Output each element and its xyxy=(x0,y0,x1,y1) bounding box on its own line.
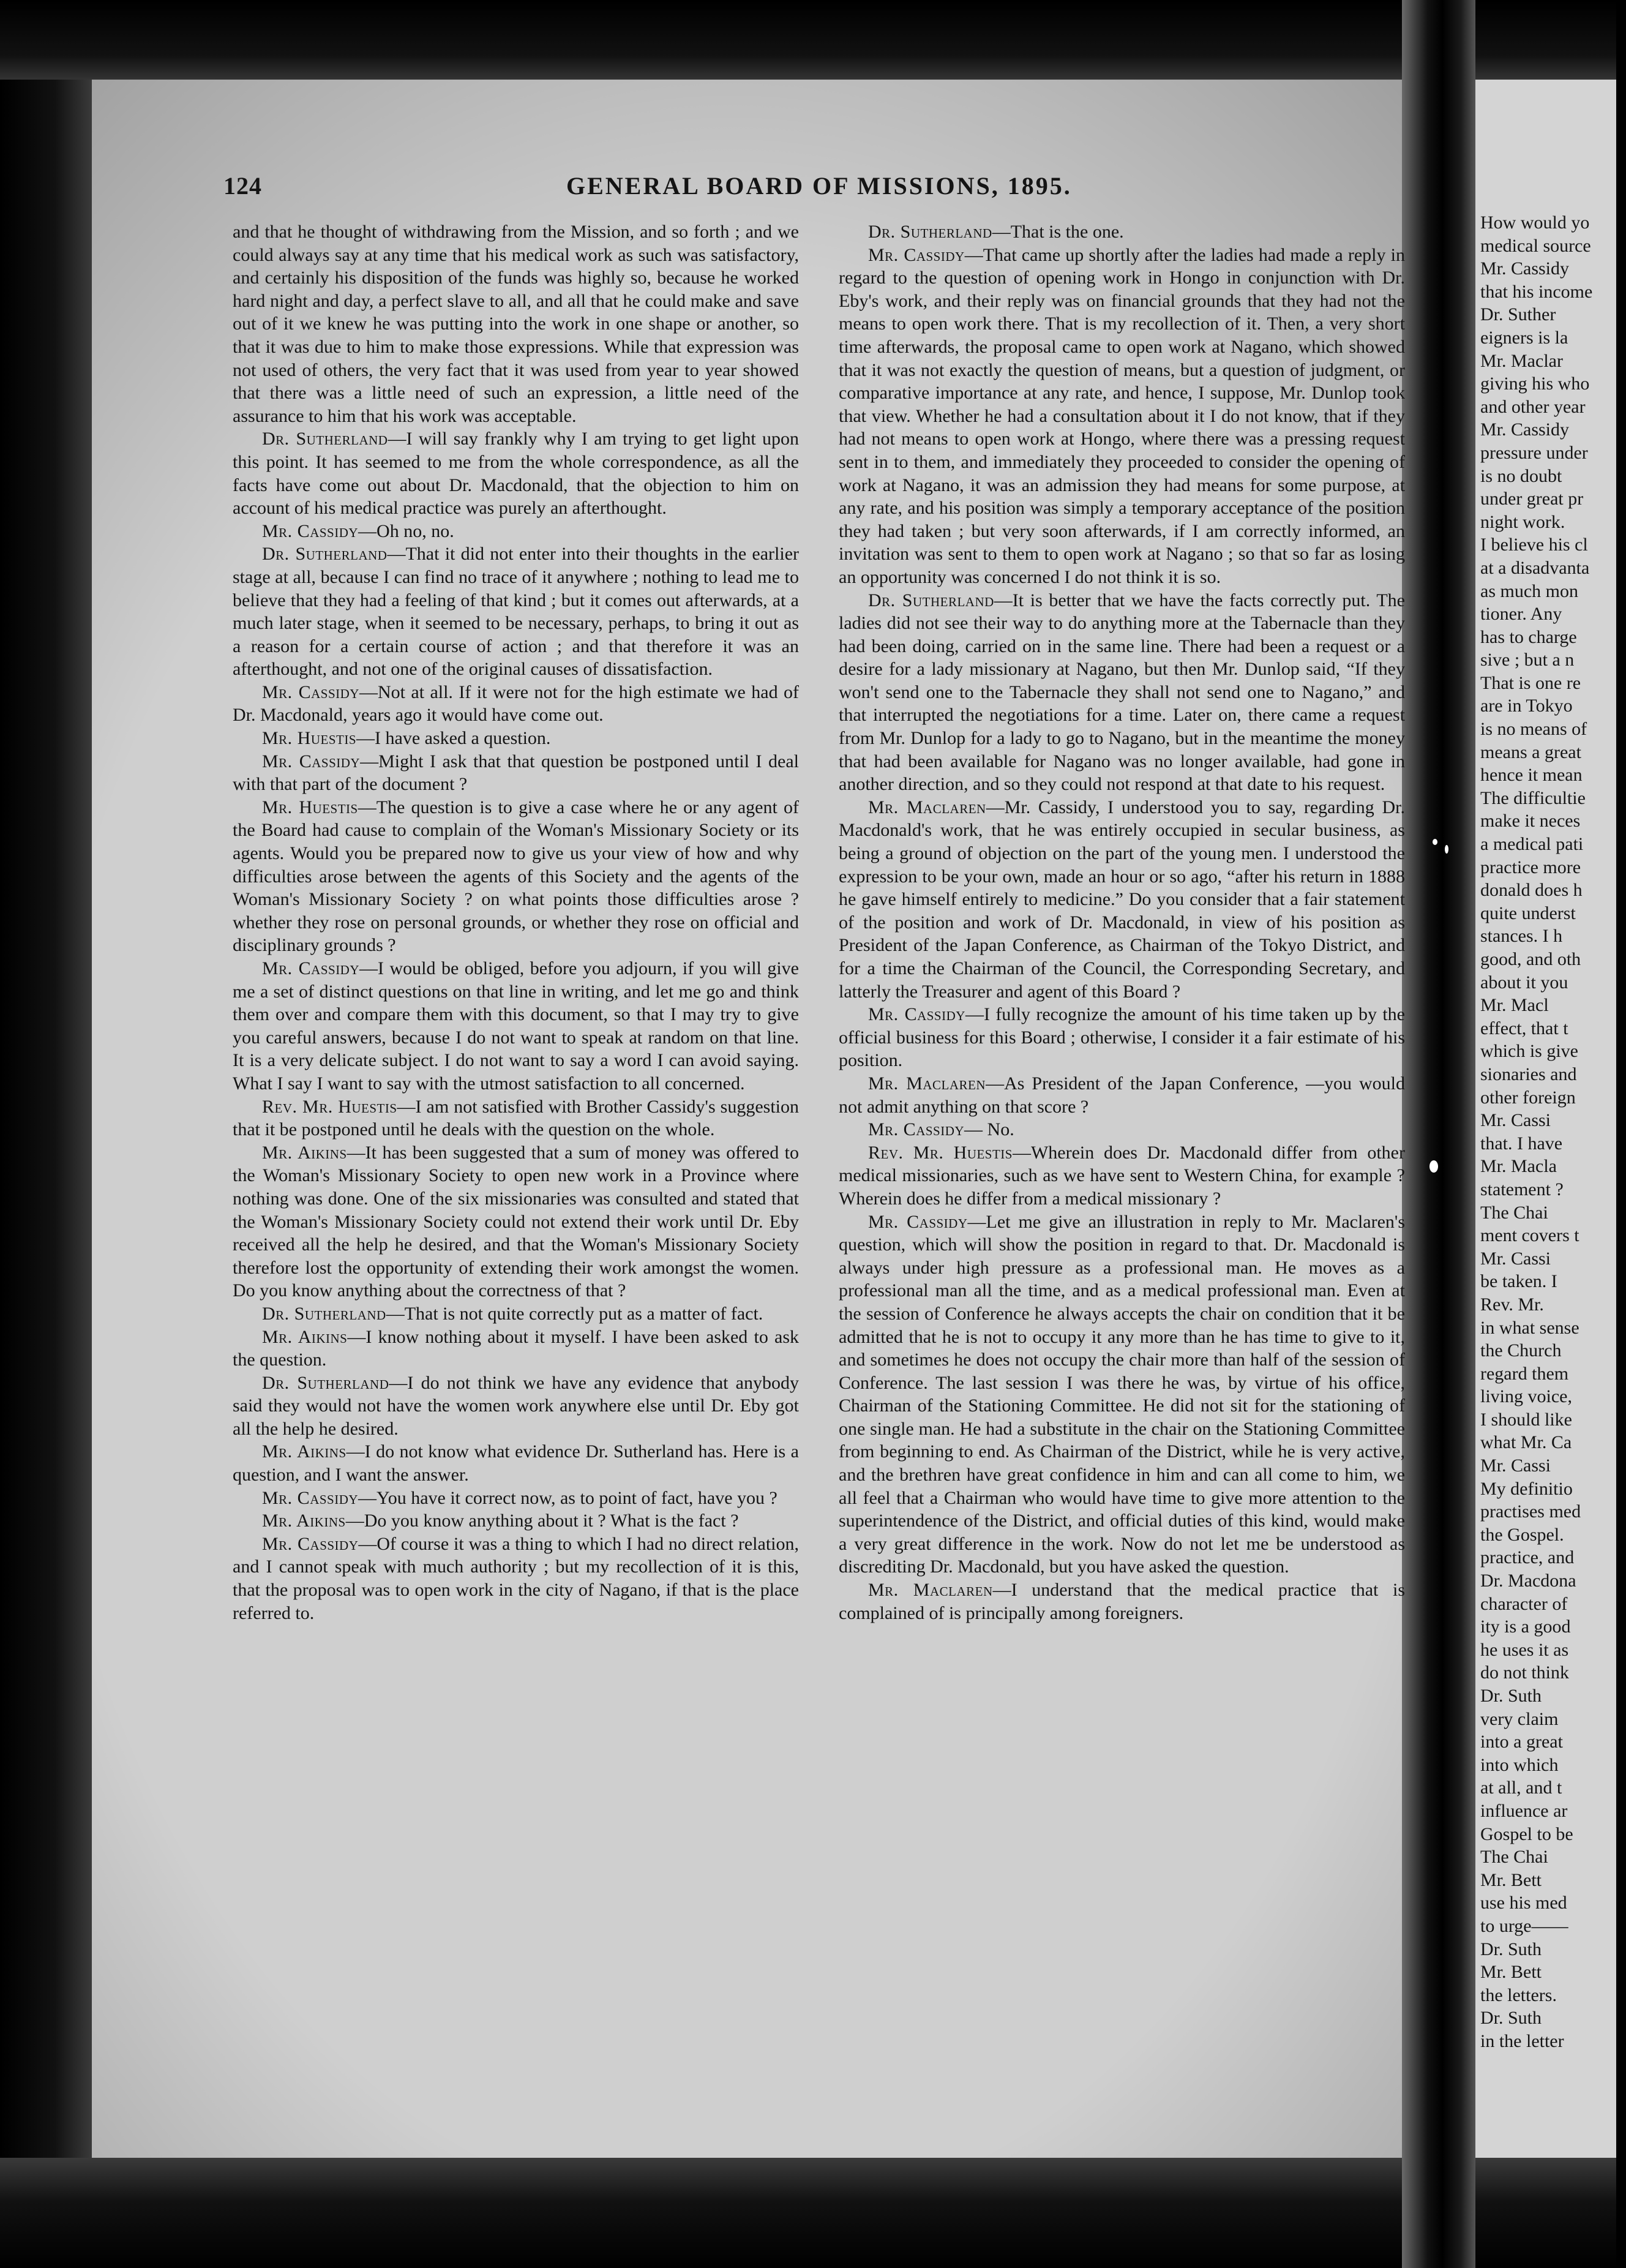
partial-line: at all, and t xyxy=(1480,1778,1562,1798)
partial-line: Gospel to be xyxy=(1480,1823,1573,1844)
speaker-name: Dr. Sutherland xyxy=(868,222,992,242)
paragraph-text: —That is the one. xyxy=(992,222,1124,242)
speaker-name: Mr. Cassidy xyxy=(868,244,965,265)
partial-line: That is one re xyxy=(1480,672,1581,693)
paragraph xyxy=(233,520,799,543)
document-page xyxy=(223,159,1405,2168)
paragraph-text: —I have asked a question. xyxy=(356,728,551,749)
film-margin-top xyxy=(0,0,1626,80)
partial-line: the Gospel. xyxy=(1480,1524,1564,1545)
partial-line: tioner. Any xyxy=(1480,604,1562,625)
partial-line: Mr. Bett xyxy=(1480,1869,1542,1890)
text-column-right xyxy=(839,220,1405,1624)
partial-line: he uses it as xyxy=(1480,1639,1569,1660)
partial-line: Rev. Mr. xyxy=(1480,1294,1544,1315)
paragraph-text: —Might I ask that that question be postponed until I deal with that part of the document ? xyxy=(233,751,799,795)
partial-line: use his med xyxy=(1480,1893,1567,1913)
speaker-name: Mr. Cassidy xyxy=(262,520,359,541)
partial-line: The difficultie xyxy=(1480,787,1586,808)
speaker-name: Mr. Aikins xyxy=(262,1511,346,1531)
paragraph xyxy=(233,1509,799,1533)
partial-line: other foreign xyxy=(1480,1087,1576,1108)
partial-line: in the letter xyxy=(1480,2030,1564,2051)
partial-line: under great pr xyxy=(1480,489,1584,509)
partial-line: about it you xyxy=(1480,972,1568,993)
speaker-name: Dr. Sutherland xyxy=(262,1303,386,1324)
speaker-name: Mr. Cassidy xyxy=(262,1487,359,1508)
partial-line: Dr. Suth xyxy=(1480,1686,1542,1706)
paragraph-text: —It is better that we have the facts correctly put. The ladies did not see their way to do anything more at the Tabernacle than they had been doing, carried on in the same line. There had been a request or a desire for a lady missionary at Nagano, but then Mr. Dunlop said, “If they won't send one to the Tabernacle they shall not send one to Nagano,” and that interrupted the negotiations for a time. Later on, there came a request from Mr. Dunlop for a lady to go to Nagano, but in the meantime the money that had been available for Nagano was no longer available, had gone in another direction, and so they could not respond at that date to his request. xyxy=(839,590,1405,795)
partial-line: which is give xyxy=(1480,1041,1578,1062)
speaker-name: Dr. Sutherland xyxy=(262,1372,389,1393)
paragraph xyxy=(839,1579,1405,1624)
speaker-name: Mr. Huestis xyxy=(262,728,357,749)
paragraph xyxy=(839,1072,1405,1118)
speaker-name: Mr. Cassidy xyxy=(868,1211,968,1232)
partial-line: make it neces xyxy=(1480,811,1581,832)
film-margin-bottom xyxy=(0,2158,1626,2268)
partial-line: Dr. Suth xyxy=(1480,2008,1542,2029)
partial-line: in what sense xyxy=(1480,1317,1579,1338)
partial-line: medical source xyxy=(1480,235,1591,256)
partial-line: Mr. Cassi xyxy=(1480,1110,1551,1131)
paragraph xyxy=(233,957,799,1095)
paragraph xyxy=(839,220,1405,244)
partial-line: regard them xyxy=(1480,1363,1569,1384)
partial-line: Dr. Macdona xyxy=(1480,1571,1576,1591)
page-header-title: GENERAL BOARD OF MISSIONS, 1895. xyxy=(566,172,1072,200)
partial-line: what Mr. Ca xyxy=(1480,1432,1572,1453)
paragraph-text: — No. xyxy=(964,1119,1014,1140)
paragraph xyxy=(233,1533,799,1624)
paragraph xyxy=(233,1372,799,1441)
speaker-name: Mr. Cassidy xyxy=(262,958,360,978)
paragraph xyxy=(839,1118,1405,1141)
paragraph xyxy=(233,220,799,427)
page-number: 124 xyxy=(223,172,262,200)
partial-line: Dr. Suth xyxy=(1480,1939,1542,1959)
paragraph-text: —It has been suggested that a sum of money was offered to the Woman's Missionary Society to open new work in a Province where nothing was done. One of the six missionaries was consulted and stated that the Woman's Missionary Society could not extend their work until Dr. Eby received all the help he desired, and that the Woman's Missionary Society therefore lost the opportunity of extending their work amongst the women. Do you know anything about the correctness of that ? xyxy=(233,1142,799,1301)
film-speck xyxy=(1429,1160,1438,1173)
paragraph xyxy=(233,1487,799,1510)
speaker-name: Dr. Sutherland xyxy=(262,429,388,449)
paragraph-text: —Oh no, no. xyxy=(358,520,454,541)
film-margin-right xyxy=(1616,0,1626,2268)
running-header xyxy=(223,171,1405,208)
partial-line: effect, that t xyxy=(1480,1018,1568,1038)
speaker-name: Mr. Cassidy xyxy=(868,1119,965,1140)
partial-line: be taken. I xyxy=(1480,1271,1557,1292)
paragraph-text: —That is not quite correctly put as a matter of fact. xyxy=(386,1303,763,1324)
paragraph xyxy=(233,543,799,681)
partial-line: donald does h xyxy=(1480,880,1583,901)
partial-line: Mr. Cassidy xyxy=(1480,258,1570,279)
paragraph-text: —You have it correct now, as to point of fact, have you ? xyxy=(358,1487,777,1508)
paragraph-text: —Do you know anything about it ? What is the fact ? xyxy=(345,1511,739,1531)
partial-line: the Church xyxy=(1480,1340,1562,1361)
speaker-name: Mr. Cassidy xyxy=(868,1004,965,1025)
partial-line: and other year xyxy=(1480,396,1586,417)
paragraph-text: —I know nothing about it myself. I have been asked to ask the question. xyxy=(233,1326,799,1370)
paragraph-text: —Not at all. If it were not for the high estimate we had of Dr. Macdonald, years ago it would have come out. xyxy=(233,682,800,726)
paragraph xyxy=(233,1326,799,1372)
paragraph xyxy=(839,796,1405,1003)
partial-line: practice more xyxy=(1480,857,1581,877)
partial-line: to urge—— xyxy=(1480,1915,1568,1936)
paragraph-text: —Of course it was a thing to which I had no direct relation, and I cannot speak with much authority ; but my recollection of it is this, that the proposal was to open work in the city of Nagano, if that is the place referred to. xyxy=(233,1533,799,1623)
partial-line: stances. I h xyxy=(1480,926,1563,947)
speaker-name: Mr. Cassidy xyxy=(262,682,359,702)
paragraph xyxy=(233,681,799,727)
partial-line: character of xyxy=(1480,1593,1568,1614)
paragraph xyxy=(839,1003,1405,1072)
partial-line: as much mon xyxy=(1480,580,1578,601)
paragraph-text: —I do not think we have any evidence that anybody said they would not have the women work anywhere else until Dr. Eby got all the help he desired. xyxy=(233,1372,799,1439)
partial-line: practice, and xyxy=(1480,1547,1575,1568)
partial-line: giving his who xyxy=(1480,374,1590,394)
paragraph-text: —The question is to give a case where he or any agent of the Board had cause to complain of the Woman's Missionary Society or its agents. Would you be prepared now to give us your view of how and why difficulties arose between the agents of this Society and the agents of the Woman's Missionary Society ? on what points those difficulties arose ? whether they rose on personal grounds, or whether they rose on official and disciplinary grounds ? xyxy=(233,797,799,956)
partial-line: eigners is la xyxy=(1480,327,1568,348)
paragraph xyxy=(233,1440,799,1486)
paragraph-text: —That it did not enter into their thoughts in the earlier stage at all, because I can find no trace of it anywhere ; nothing to lead me to believe that they had a feeling of that kind ; but it comes out afterwards, at a much later stage, when it seemed to be necessary, perhaps, to bring it out as a reason for a certain course of action ; and that therefore it was an afterthought, and not one of the original causes of dissatisfaction. xyxy=(233,544,799,680)
partial-line: quite underst xyxy=(1480,903,1576,923)
partial-line: My definitio xyxy=(1480,1478,1573,1499)
partial-line: sionaries and xyxy=(1480,1064,1577,1084)
partial-line: influence ar xyxy=(1480,1800,1568,1821)
partial-line: into which xyxy=(1480,1754,1559,1775)
paragraph xyxy=(233,1095,799,1141)
speaker-name: Mr. Maclaren xyxy=(868,1580,993,1601)
paragraph xyxy=(233,1302,799,1326)
partial-line: night work. xyxy=(1480,511,1565,532)
partial-line: The Chai xyxy=(1480,1202,1548,1223)
partial-line: practises med xyxy=(1480,1501,1581,1522)
partial-line: sive ; but a n xyxy=(1480,650,1575,670)
speaker-name: Mr. Cassidy xyxy=(262,1533,359,1554)
paragraph xyxy=(839,244,1405,589)
paragraph-text: —Mr. Cassidy, I understood you to say, regarding Dr. Macdonald's work, that he was entirely occupied in secular business, as being a ground of objection on the part of the young men. I understood the expression to be your own, made an hour or so ago, “after his return in 1888 he gave himself entirely to medicine.” Do you consider that a fair statement of the position and work of Dr. Macdonald, in view of his position as President of the Japan Conference, as Chairman of the Tokyo District, and for a time the Chairman of the Council, the Corresponding Secretary, and latterly the Treasurer and agent of this Board ? xyxy=(839,797,1405,1002)
partial-line: Mr. Cassidy xyxy=(1480,419,1570,440)
partial-line: do not think xyxy=(1480,1662,1570,1683)
partial-line: living voice, xyxy=(1480,1386,1572,1407)
speaker-name: Mr. Maclaren xyxy=(868,797,986,817)
paragraph-text: —Let me give an illustration in reply to Mr. Maclaren's question, which will show the position in regard to that. Dr. Macdonald is always under high pressure as a professional man. He moves as a professional man all the time, and as a medical professional man. Even at the session of Conference he always accepts the chair on condition that it be admitted that he is not to occupy it any more than he has time to give to it, and sometimes he does not occupy the chair more than half of the session of Conference. The last session I was there he was, by virtue of his office, Chairman of the Stationing Committee. He did not sit for the stationing of one single man. He had a substitute in the chair on the Stationing Committee from beginning to end. As Chairman of the District, while he is very active, and the brethren have great confidence in him and can all come to him, we all feel that a Chairman who would have time to give more attention to the superintendence of the District, and official duties of this kind, would make a very great difference in the work. Now do not let me be understood as discrediting Dr. Macdonald, but you have asked the question. xyxy=(839,1211,1405,1577)
partial-line: hence it mean xyxy=(1480,765,1583,786)
paragraph xyxy=(233,727,799,750)
partial-line: How would yo xyxy=(1480,212,1590,233)
speaker-name: Rev. Mr. Huestis xyxy=(262,1096,397,1117)
paragraph xyxy=(839,1211,1405,1579)
partial-line: means a great xyxy=(1480,742,1581,762)
paragraph xyxy=(233,750,799,796)
speaker-name: Mr. Aikins xyxy=(262,1326,348,1347)
partial-line: I believe his cl xyxy=(1480,535,1588,555)
paragraph-text: and that he thought of withdrawing from the Mission, and so forth ; and we could always say at any time that his medical work as such was satisfactory, and certainly his disposition of the funds was highly so, because he worked hard night and day, a perfect slave to all, and all that he could make and save out of it we knew he was putting into the work in one shape or another, so that it was due to him to make those expressions. While that expression was not used of others, the very fact that it was used from year to year showed that there was a little need of such an expression, a little need of the assurance to him that his work was acceptable. xyxy=(233,222,799,426)
partial-line: Mr. Macl xyxy=(1480,995,1549,1016)
film-margin-left xyxy=(0,0,92,2268)
speaker-name: Dr. Sutherland xyxy=(262,544,388,565)
speaker-name: Mr. Maclaren xyxy=(868,1073,986,1094)
partial-line: at a disadvanta xyxy=(1480,557,1590,578)
speaker-name: Mr. Aikins xyxy=(262,1142,347,1163)
paragraph-text: —Wherein does Dr. Macdonald differ from other medical missionaries, such as we have sent to Western China, for example ? Wherein does he differ from a medical missionary ? xyxy=(839,1142,1405,1209)
facing-page-partial-column xyxy=(1480,211,1626,2053)
speaker-name: Mr. Aikins xyxy=(262,1441,347,1462)
partial-line: the letters. xyxy=(1480,1984,1557,2005)
paragraph-text: —That came up shortly after the ladies had made a reply in regard to the question of opening work in Hongo in conjunction with Dr. Eby's work, and their reply was on financial grounds that they had not the means to open work there. That is my recollection of it. Then, a very short time afterwards, the proposal came to open work at Nagano, which showed that it was not exactly the question of means, but a question of judgment, or comparative importance at any rate, and hence, I suppose, Mr. Dunlop took that view. Whether he had a consultation about it I do not know, that if they had not means to open work at Hongo, where there was a pressing request sent in to them, and immediately they proceeded to consider the opening of work at Nagano, it was an admission they had means for some purpose, at any rate, and his position was simply a temporary acceptance of the position they had taken ; but very soon afterwards, if I am correctly informed, an invitation was sent to them to open work at Nagano ; so that so far as losing an opportunity was concerned I do not think it is so. xyxy=(839,244,1405,587)
partial-line: ity is a good xyxy=(1480,1617,1571,1637)
book-gutter-shadow xyxy=(1402,0,1475,2268)
partial-line: Mr. Macla xyxy=(1480,1156,1557,1177)
partial-line: has to charge xyxy=(1480,626,1577,647)
paragraph xyxy=(839,1141,1405,1211)
paragraph-text: —I fully recognize the amount of his time taken up by the official business for this Board ; otherwise, I consider it a fair estimate of his position. xyxy=(839,1004,1406,1071)
paragraph-text: —I understand that the medical practice that is complained of is principally among foreigners. xyxy=(839,1580,1406,1623)
partial-line: I should like xyxy=(1480,1409,1572,1430)
partial-line: The Chai xyxy=(1480,1847,1548,1868)
partial-line: good, and oth xyxy=(1480,949,1581,969)
paragraph xyxy=(233,1141,799,1302)
partial-line: statement ? xyxy=(1480,1179,1564,1200)
partial-line: a medical pati xyxy=(1480,834,1584,855)
partial-line: Mr. Bett xyxy=(1480,1962,1542,1983)
film-speck xyxy=(1433,839,1437,845)
partial-line: that. I have xyxy=(1480,1133,1563,1154)
speaker-name: Mr. Huestis xyxy=(262,797,358,817)
partial-line: is no means of xyxy=(1480,719,1587,740)
partial-line: Mr. Cassi xyxy=(1480,1455,1551,1476)
partial-line: Mr. Cassi xyxy=(1480,1248,1551,1269)
speaker-name: Dr. Sutherland xyxy=(868,590,994,610)
text-column-left xyxy=(233,220,799,1624)
paragraph-text: —I would be obliged, before you adjourn, if you will give me a set of distinct questions on that line in writing, and let me go and think them over and compare them with this document, so that I may try to give you careful answers, because I do not want to speak at random on that line. It is a very delicate subject. I do not want to say a word I can avoid saying. What I say I want to say with the utmost satisfaction to all concerned. xyxy=(233,958,799,1094)
partial-line: pressure under xyxy=(1480,442,1588,463)
speaker-name: Mr. Cassidy xyxy=(262,751,361,772)
partial-line: are in Tokyo xyxy=(1480,696,1573,716)
partial-line: is no doubt xyxy=(1480,465,1562,486)
speaker-name: Rev. Mr. Huestis xyxy=(868,1142,1013,1163)
paragraph-text: —I am not satisfied with Brother Cassidy's suggestion that it be postponed until he deals with the question on the whole. xyxy=(233,1096,799,1140)
paragraph-text: —I will say frankly why I am trying to get light upon this point. It has seemed to me from the whole correspondence, as all the facts have come out about Dr. Macdonald, that the objection to him on account of his medical practice was purely an afterthought. xyxy=(233,429,799,519)
paragraph xyxy=(233,796,799,957)
partial-line: into a great xyxy=(1480,1732,1563,1752)
partial-line: very claim xyxy=(1480,1708,1559,1729)
partial-line: Dr. Suther xyxy=(1480,304,1556,325)
paragraph xyxy=(233,427,799,519)
partial-line: ment covers t xyxy=(1480,1225,1579,1246)
partial-line: that his income xyxy=(1480,281,1593,302)
paragraph xyxy=(839,589,1405,796)
partial-line: Mr. Maclar xyxy=(1480,350,1563,371)
paragraph-text: —I do not know what evidence Dr. Sutherland has. Here is a question, and I want the answer. xyxy=(233,1441,799,1485)
film-speck xyxy=(1445,845,1448,854)
paragraph-text: —As President of the Japan Conference, —you would not admit anything on that score ? xyxy=(839,1073,1405,1117)
